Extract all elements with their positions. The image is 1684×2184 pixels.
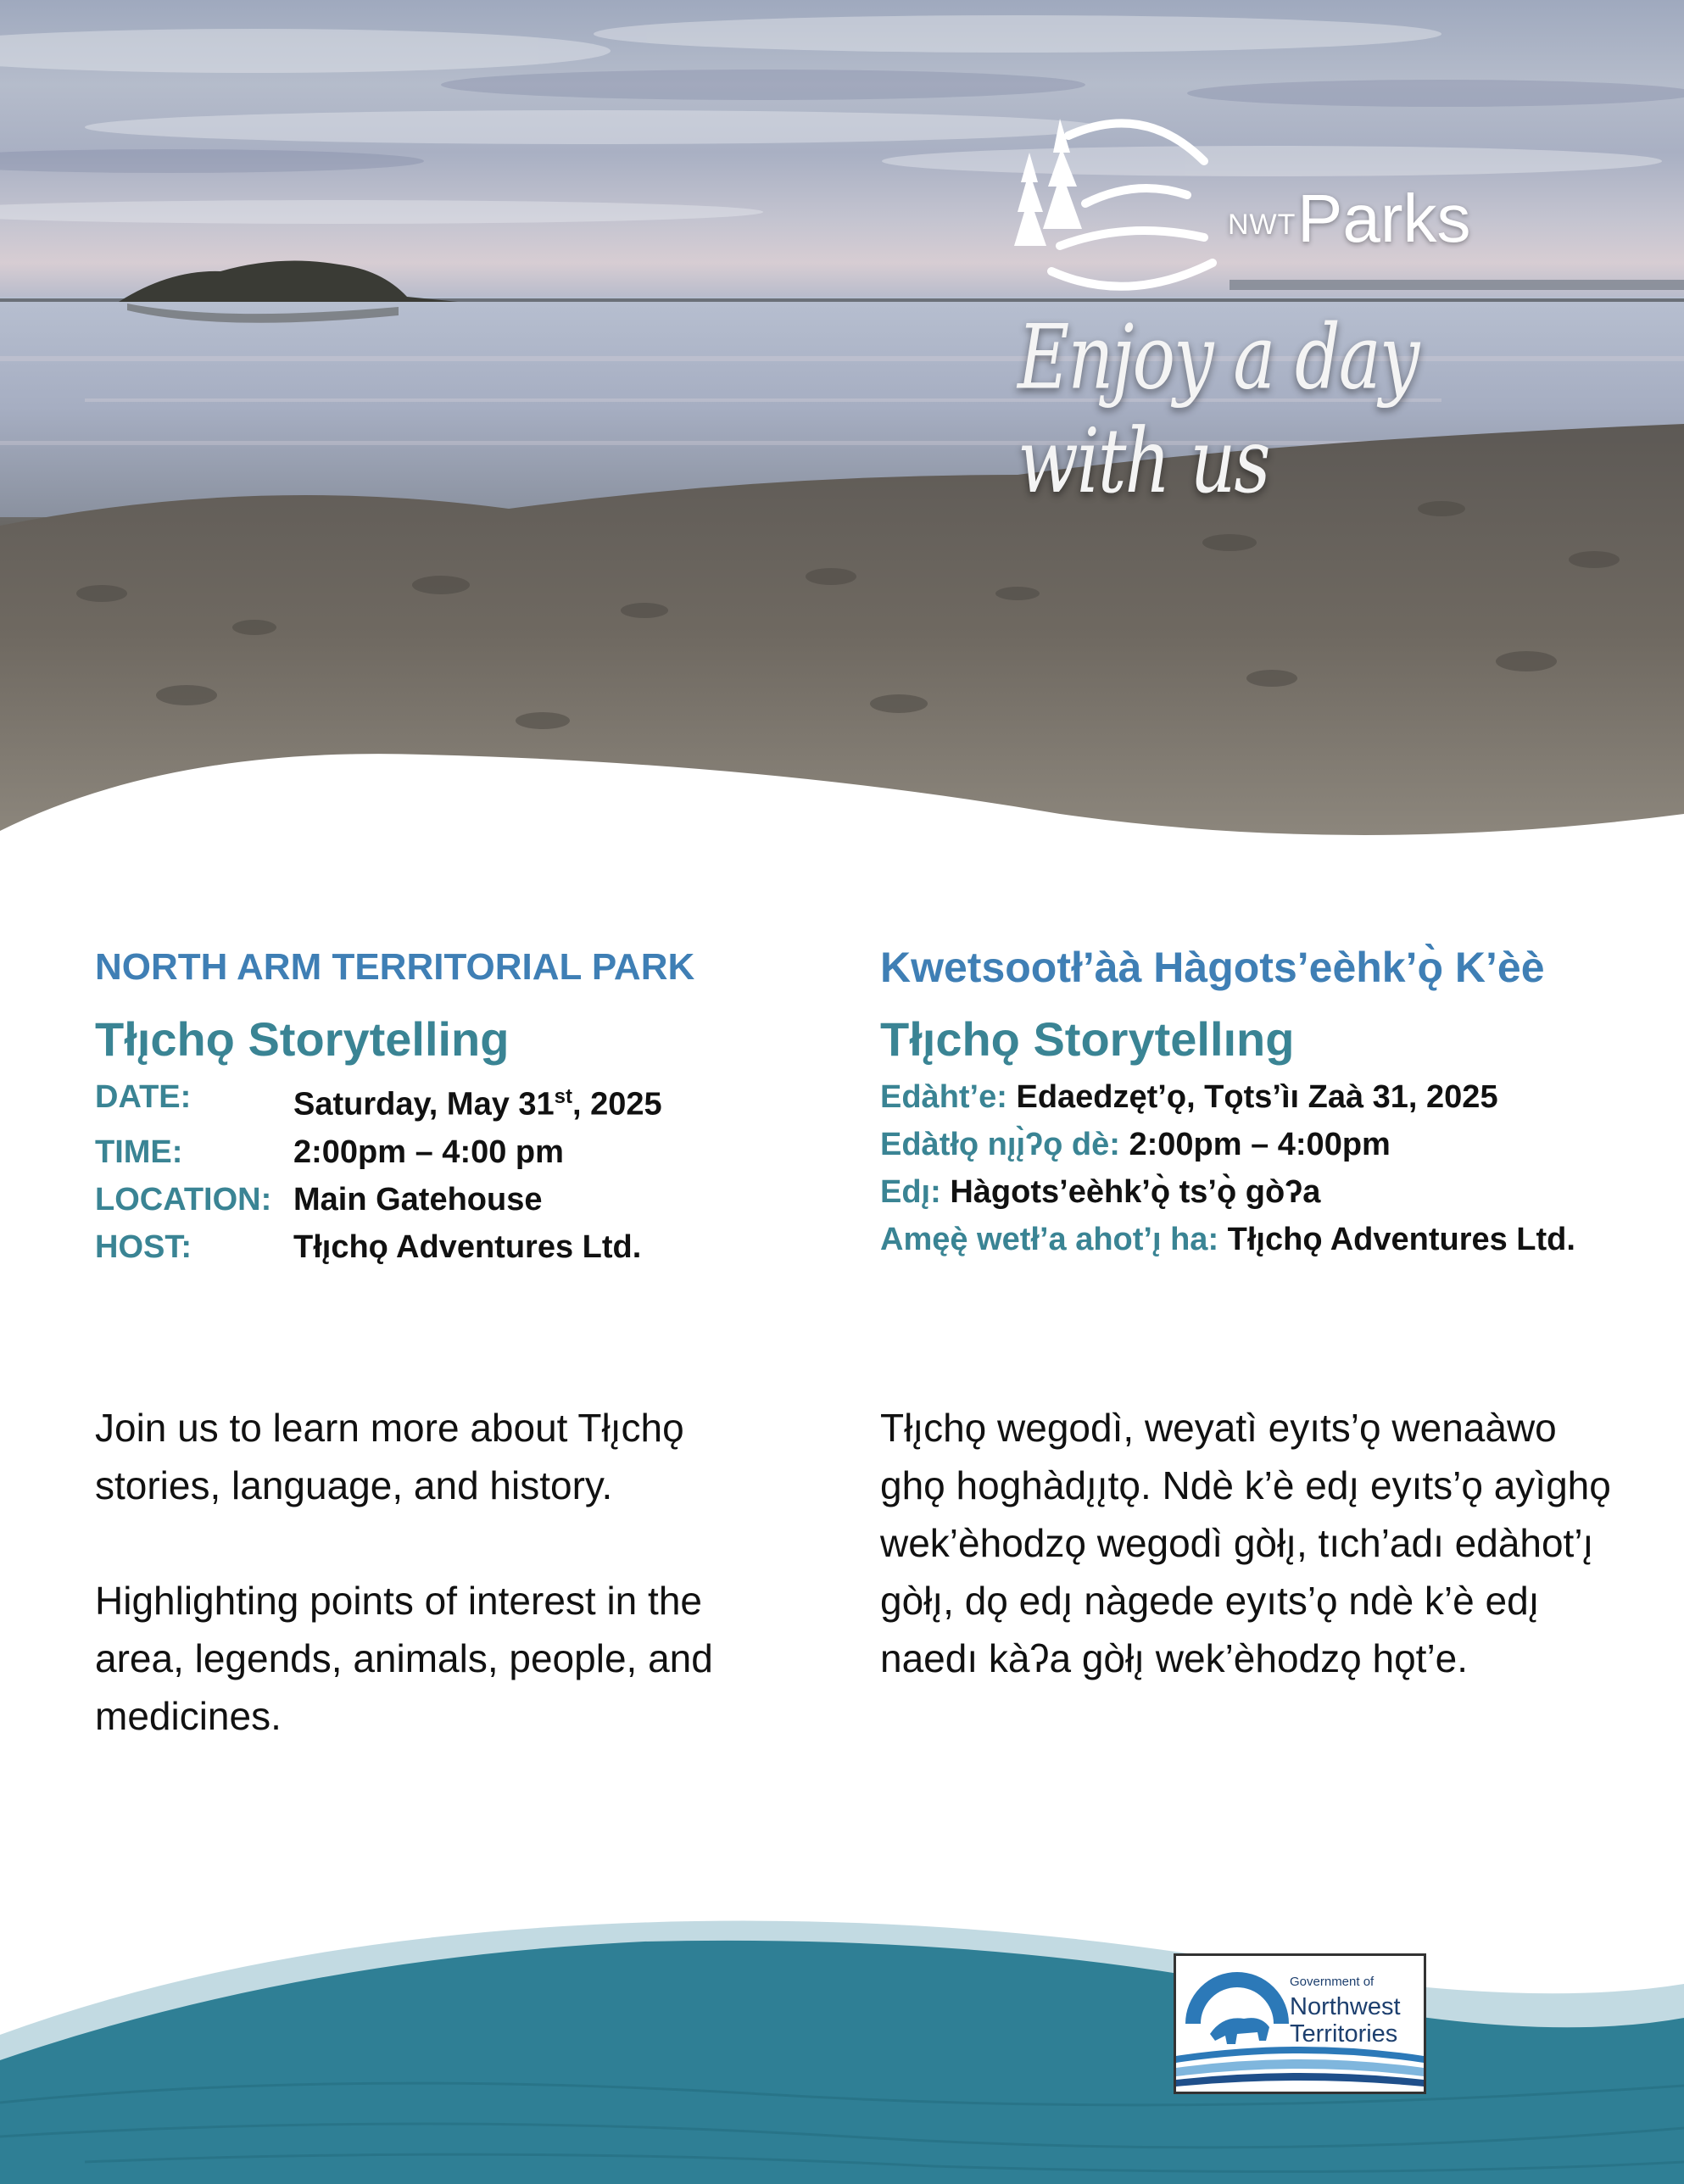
gnwt-logo (1174, 1953, 1426, 2094)
description-paragraph: Join us to learn more about Tłı̨chǫ stories, language, and history. (95, 1406, 684, 1507)
footer-wave (0, 1908, 1684, 2184)
english-column (95, 941, 807, 1738)
gov-line-1: Northwest (1290, 1993, 1401, 2020)
date-value-tlicho: Edaedzęt’ǫ, Tǫts’ìı Zaà 31, 2025 (1016, 1079, 1498, 1115)
host-label-tlicho: Amęę̀ wetł’a ahot’ı̨ ha: (880, 1222, 1219, 1257)
time-value-tlicho: 2:00pm – 4:00pm (1129, 1127, 1391, 1162)
nwt-parks-logo (1009, 102, 1552, 305)
host-label: HOST: (95, 1228, 192, 1265)
brand-name: Parks (1297, 181, 1471, 256)
tagline: Enjoy a day with us (1018, 305, 1419, 513)
time-row-tlicho (880, 1121, 1626, 1168)
time-row (95, 1128, 807, 1176)
location-value-tlicho: Hàgots’eèhk’ǫ̀ ts’ǫ̀ gòʔa (950, 1174, 1321, 1210)
description-paragraph: Highlighting points of interest in the area, legends, animals, people, and medicines. (95, 1579, 713, 1738)
location-value: Main Gatehouse (293, 1181, 543, 1217)
brand-prefix: NWT (1228, 209, 1296, 241)
time-label-tlicho: Edàtłǫ nı̨ı̨̀ʔǫ dè: (880, 1127, 1120, 1162)
hero-photo (0, 0, 1684, 848)
host-row (95, 1223, 807, 1271)
date-value: Saturday, May 31st, 2025 (293, 1085, 662, 1123)
gov-line-2: Territories (1290, 2020, 1398, 2048)
park-title: NORTH ARM TERRITORIAL PARK (95, 946, 695, 988)
location-row-tlicho (880, 1168, 1626, 1216)
location-label: LOCATION: (95, 1181, 272, 1217)
tlicho-column (880, 941, 1626, 1680)
host-value-tlicho: Tłı̨chǫ Adventures Ltd. (1227, 1222, 1575, 1257)
location-label-tlicho: Edı̨: (880, 1174, 941, 1210)
description-paragraph-tlicho: Tłı̨chǫ wegodì, weyatì eyıts’ǫ wenaàwo ghǫ hoghàdı̨ı̨tǫ. Ndè k’è edı̨ eyıts’ǫ ayìghǫ wek’èhodzǫ wegodì gòłı̨, tıch’adı edàhot’ı̨ gòłı̨, dǫ edı̨ nàgede eyıts’ǫ ndè k’è edı̨ naedı kàʔa gòłı̨ wek’èhodzǫ hǫt’e. (880, 1406, 1611, 1680)
time-label: TIME: (95, 1134, 183, 1170)
event-title-tlicho: Tłı̨chǫ Storytellıng (880, 1012, 1295, 1066)
park-title-tlicho: Kwetsootł’àà Hàgots’eèhk’ǫ̀ K’èè (880, 944, 1545, 991)
time-value: 2:00pm – 4:00 pm (293, 1134, 564, 1170)
english-description (95, 1399, 790, 1802)
host-value: Tłı̨chǫ Adventures Ltd. (293, 1228, 642, 1265)
date-row-tlicho (880, 1073, 1626, 1121)
event-title: Tłı̨chǫ Storytelling (95, 1012, 510, 1066)
location-row (95, 1176, 807, 1223)
date-label-tlicho: Edàht’e: (880, 1079, 1007, 1115)
gov-line-small: Government of (1290, 1975, 1375, 1989)
tlicho-description (880, 1399, 1626, 1745)
park-emblem-icon (1009, 102, 1230, 305)
host-row-tlicho (880, 1216, 1626, 1263)
date-row (95, 1073, 807, 1128)
date-label: DATE: (95, 1079, 192, 1115)
